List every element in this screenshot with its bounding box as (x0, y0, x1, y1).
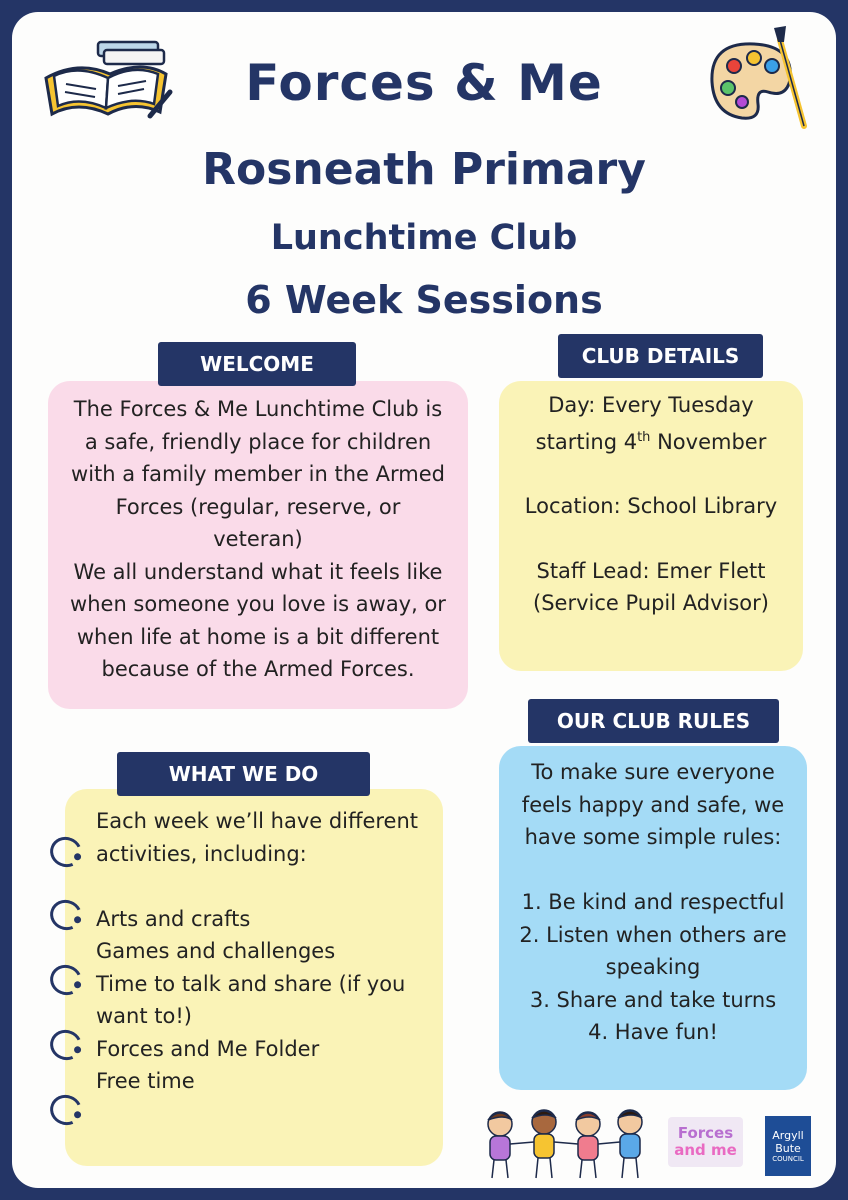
children-holding-hands-icon (474, 1102, 654, 1182)
welcome-line: a safe, friendly place for children (84, 429, 432, 454)
welcome-label: WELCOME (158, 342, 356, 386)
club-details-box (499, 381, 803, 671)
club-location: Location: School Library (524, 494, 778, 518)
welcome-line: Forces (regular, reserve, or (115, 494, 401, 519)
what-we-do-label: WHAT WE DO (117, 752, 370, 796)
rule-item: 2. Listen when others are (519, 922, 787, 947)
activity-item: Free time (96, 1069, 195, 1093)
council-logo-line2: Bute (775, 1141, 801, 1155)
rule-item: 1. Be kind and respectful (521, 890, 785, 914)
welcome-line: with a family member in the Armed (71, 462, 445, 486)
rule-item: speaking (605, 955, 701, 979)
rule-item: 3. Share and take turns (529, 987, 777, 1012)
club-staff-role: (Service Pupil Advisor) (533, 591, 769, 615)
start-sup: th (637, 429, 651, 445)
poster-title: Forces & Me (245, 54, 603, 112)
club-rules-box (499, 746, 807, 1090)
club-name: Lunchtime Club (270, 218, 578, 258)
council-logo-line3: COUNCIL (772, 1154, 804, 1163)
what-we-do-intro: activities, including: (96, 841, 307, 866)
what-we-do-intro: Each week we’ll have different (96, 809, 419, 833)
welcome-line: when someone you love is away, or (70, 592, 446, 616)
welcome-line: The Forces & Me Lunchtime Club is (73, 397, 443, 421)
start-prefix: starting 4 (535, 429, 638, 454)
what-we-do-box (65, 789, 443, 1166)
sessions-heading: 6 Week Sessions (245, 278, 603, 322)
argyll-bute-council-logo (765, 1116, 811, 1176)
poster (12, 12, 836, 1188)
rule-item: 4. Have fun! (588, 1020, 718, 1044)
rules-intro-line: feels happy and safe, we (521, 792, 785, 817)
activity-item: Forces and Me Folder (96, 1036, 320, 1061)
activity-item: want to!) (96, 1004, 192, 1028)
club-start-date (505, 422, 797, 459)
club-details-label: CLUB DETAILS (558, 334, 763, 378)
welcome-line: We all understand what it feels like (73, 559, 443, 584)
school-name: Rosneath Primary (202, 144, 646, 195)
welcome-line: because of the Armed Forces. (101, 657, 415, 681)
rules-intro-line: To make sure everyone (531, 760, 775, 784)
activity-item: Games and challenges (96, 939, 336, 963)
welcome-line: when life at home is a bit different (76, 624, 440, 649)
start-suffix: November (650, 429, 767, 454)
forces-logo-line1: Forces (677, 1124, 734, 1142)
activity-item: Time to talk and share (if you (96, 971, 406, 996)
forces-and-me-logo (668, 1117, 743, 1167)
welcome-box (48, 381, 468, 709)
welcome-line: veteran) (213, 527, 303, 551)
council-logo-line1: Argyll (772, 1128, 804, 1142)
forces-logo-line2: and me (674, 1141, 737, 1159)
club-rules-label: OUR CLUB RULES (528, 699, 779, 743)
activity-item: Arts and crafts (96, 906, 251, 931)
rules-intro-line: have some simple rules: (524, 825, 782, 849)
club-staff-lead: Staff Lead: Emer Flett (536, 558, 766, 583)
club-day: Day: Every Tuesday (548, 393, 754, 417)
